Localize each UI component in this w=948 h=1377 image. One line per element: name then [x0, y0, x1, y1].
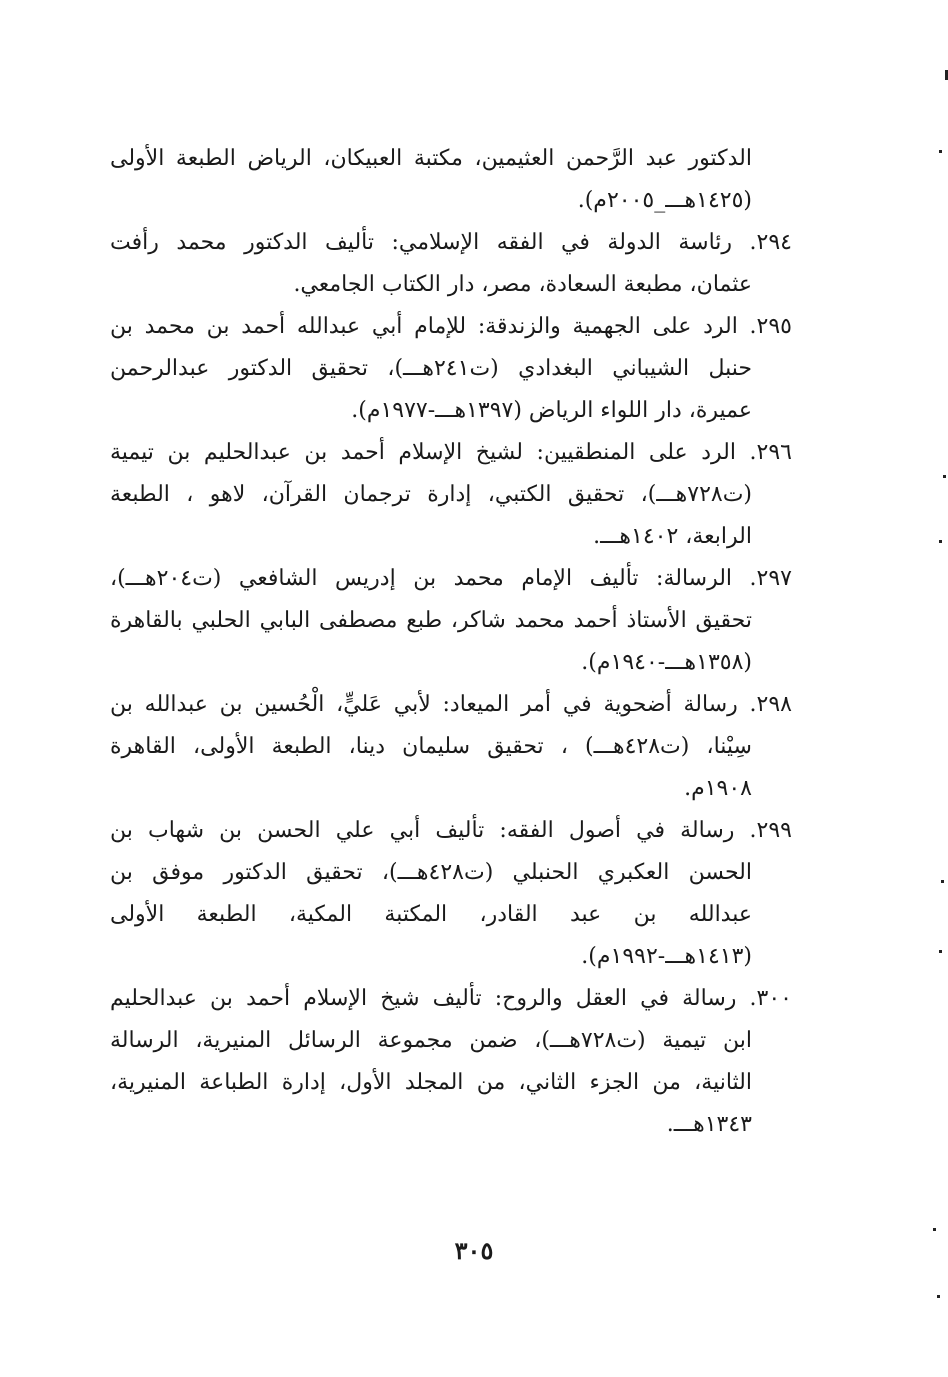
entry-line: (١٤٢٥هـــ_٢٠٠٥م). [577, 188, 752, 213]
bibliography-text [110, 138, 792, 1146]
entry-line: ابن تيمية (ت٧٢٨هـــ)، ضمن مجموعة الرسائل المنيرية، الرسالة [110, 1028, 752, 1053]
entry-line: الرابعة، ١٤٠٢هـــ. [593, 524, 752, 549]
entry-299-line: ٢٩٩. رسالة في أصول الفقه: تأليف أبي علي الحسن بن شهاب بن [110, 818, 792, 843]
scan-mark [939, 950, 942, 953]
entry-line: (١٣٥٨هـــ-١٩٤٠م). [581, 650, 752, 675]
entry-line: الحسن العكبري الحنبلي (ت٤٢٨هـــ)، تحقيق الدكتور موفق بن [110, 860, 752, 885]
entry-line: الدكتور عبد الرَّحمن العثيمين، مكتبة العبيكان، الرياض الطبعة الأولى [110, 146, 752, 171]
entry-line: (ت٧٢٨هـــ)، تحقيق الكتبي، إدارة ترجمان القرآن، لاهو ، الطبعة [110, 482, 752, 507]
entry-line: تحقيق الأستاذ أحمد محمد شاكر، طبع مصطفى البابي الحلبي بالقاهرة [110, 608, 752, 633]
scan-mark [933, 1228, 936, 1231]
entry-300-line: ٣٠٠. رسالة في العقل والروح: تأليف شيخ الإسلام أحمد بن عبدالحليم [110, 986, 792, 1011]
scan-mark [943, 475, 946, 478]
entry-296-line: ٢٩٦. الرد على المنطقيين: لشيخ الإسلام أحمد بن عبدالحليم بن تيمية [110, 440, 792, 465]
scan-mark [937, 1295, 940, 1298]
entry-line: عثمان، مطبعة السعادة، مصر، دار الكتاب الجامعي. [293, 272, 752, 297]
entry-line: حنبل الشيباني البغدادي (ت٢٤١هـــ)، تحقيق الدكتور عبدالرحمن [110, 356, 753, 381]
scan-mark [939, 540, 942, 543]
entry-295-line: ٢٩٥. الرد على الجهمية والزندقة: للإمام أبي عبدالله أحمد بن محمد بن [110, 314, 792, 339]
entry-line: عميرة، دار اللواء الرياض (١٣٩٧هـــ-١٩٧٧م). [351, 398, 752, 423]
entry-297-line: ٢٩٧. الرسالة: تأليف الإمام محمد بن إدريس الشافعي (ت٢٠٤هـــ)، [110, 566, 792, 591]
entry-line: ١٣٤٣هـــ. [666, 1112, 752, 1137]
entry-line: ١٩٠٨م. [684, 776, 752, 801]
entry-294-line: ٢٩٤. رئاسة الدولة في الفقه الإسلامي: تأليف الدكتور محمد رأفت [110, 230, 792, 255]
entry-line: عبدالله بن عبد القادر، المكتبة المكية، الطبعة الأولى [110, 902, 752, 927]
entry-line: سِيْنا، (ت٤٢٨هـــ) ، تحقيق سليمان دينا، الطبعة الأولى، القاهرة [110, 734, 752, 759]
scan-mark [939, 150, 942, 153]
scan-mark [941, 880, 944, 883]
entry-298-line: ٢٩٨. رسالة أضحوية في أمر الميعاد: لأبي عَليٍّ، الْحُسين بن عبدالله بن [110, 692, 792, 717]
entry-line: (١٤١٣هـــ-١٩٩٢م). [581, 944, 752, 969]
page-number: ٣٠٥ [454, 1236, 494, 1265]
entry-line: الثانية، من الجزء الثاني، من المجلد الأول، إدارة الطباعة المنيرية، [110, 1070, 752, 1095]
